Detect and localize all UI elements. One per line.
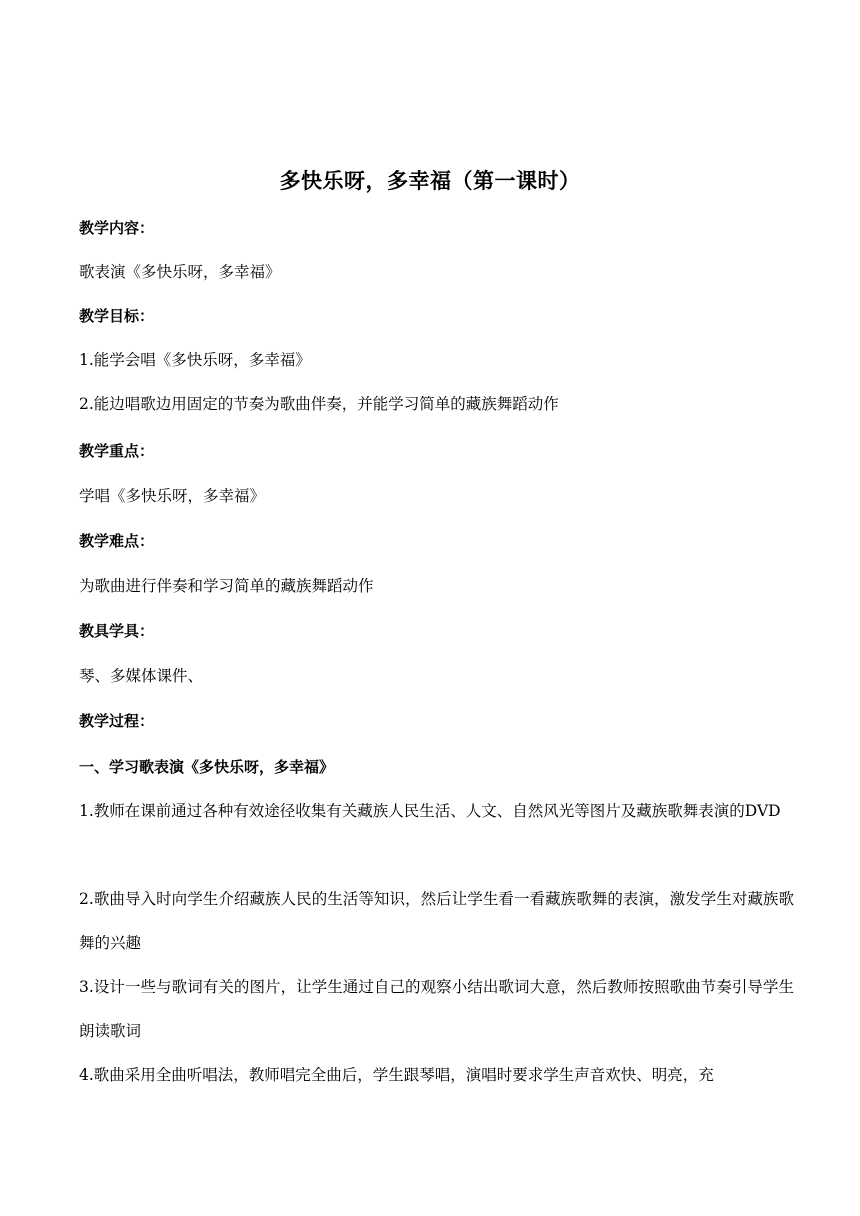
section-heading-content: 教学内容： (79, 219, 155, 237)
process-step: 2.歌曲导入时向学生介绍藏族人民的生活等知识，然后让学生看一看藏族歌舞的表演，激发学生对藏族歌舞的兴趣 (79, 890, 794, 952)
goal-item: 1.能学会唱《多快乐呀，多幸福》 (79, 351, 311, 369)
document-title: 多快乐呀，多幸福（第一课时） (279, 169, 581, 193)
goal-item: 2.能边唱歌边用固定的节奏为歌曲伴奏，并能学习简单的藏族舞蹈动作 (79, 395, 559, 413)
section-body-materials: 琴、多媒体课件、 (79, 667, 204, 685)
section-heading-goals: 教学目标： (79, 307, 155, 325)
section-body-key-points: 学唱《多快乐呀，多幸福》 (79, 487, 266, 505)
process-step: 4.歌曲采用全曲听唱法，教师唱完全曲后，学生跟琴唱，演唱时要求学生声音欢快、明亮，充 (79, 1066, 714, 1084)
section-heading-process: 教学过程： (79, 712, 155, 730)
section-heading-difficulties: 教学难点： (79, 532, 155, 550)
process-step: 3.设计一些与歌词有关的图片，让学生通过自己的观察小结出歌词大意，然后教师按照歌曲节奏引导学生朗读歌词 (79, 978, 794, 1040)
section-heading-materials: 教具学具： (79, 622, 155, 640)
section-body-difficulties: 为歌曲进行伴奏和学习简单的藏族舞蹈动作 (79, 577, 374, 595)
process-subheading: 一、学习歌表演《多快乐呀，多幸福》 (79, 758, 335, 776)
section-heading-key-points: 教学重点： (79, 442, 155, 460)
section-body-content: 歌表演《多快乐呀，多幸福》 (79, 263, 281, 281)
process-step: 1.教师在课前通过各种有效途径收集有关藏族人民生活、人文、自然风光等图片及藏族歌舞表演的DVD (79, 802, 781, 820)
